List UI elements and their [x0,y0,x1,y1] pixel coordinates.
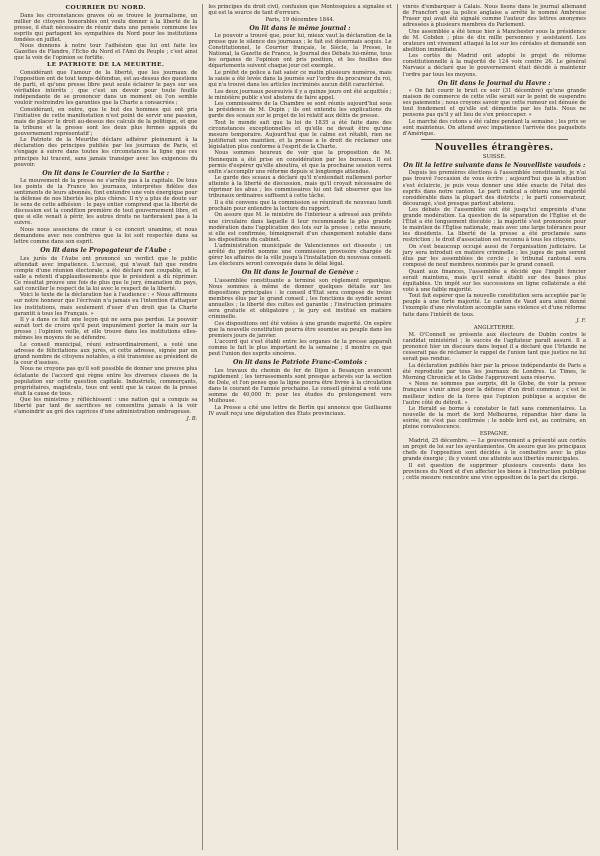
source-heading: On lit dans le Courrier de la Sarthe : [42,169,170,177]
paragraph: L'assemblée constituante a terminé son règlement organique. Nous sommes à même de donner quelques détails sur les dispositions principales : le conseil d'État sera composé de treize membres élus par le grand conseil ; les fonctions de syndic seront annuelles ; la liberté des cultes est garantie ; l'instruction primaire sera gratuite et obligatoire ; le jury est institué en matière criminelle. [208,277,392,321]
paragraph: Considérant, en outre, que le but des hommes qui ont pris l'initiative de cette manifestation n'est point de servir une passion, mais de placer le droit au-dessus des calculs de la politique, et que la tribune et la presse sont les deux plus fermes appuis du gouvernement représentatif ; [14,106,198,137]
paragraph: Le conseil municipal, réuni extraordinairement, a voté une adresse de félicitations aux jurés, et cette adresse, signée par un grand nombre de citoyens notables, a été transmise au président de la cour d'assises. [14,341,198,366]
signature: J. F. [576,318,586,325]
paragraph: Que les ministres y réfléchissent : une nation qui a conquis sa liberté par tant de sacrifices ne consentira jamais à la voir s'amoindrir au gré des caprices d'une administration ombrageuse. [14,397,198,416]
paragraph: Les cortès de Madrid ont adopté le projet de réforme constitutionnelle à la majorité de 124 voix contre 26. Le général Narvaez a déclaré que le gouvernement était décidé à maintenir l'ordre par tous les moyens. [402,53,586,78]
source-heading: On lit la lettre suivante dans le Nouvelliste vaudois : [403,161,586,169]
column-3 [398,4,591,850]
paragraph: Il y a dans ce fait une leçon qui ne sera pas perdue. Le pouvoir aurait tort de croire qu'il peut impunément porter la main sur la presse ; l'opinion veille, et elle trouve dans les institutions elles-mêmes les moyens de se défendre. [14,317,198,342]
paragraph: Nous donnons à notre tour l'adhésion que lui ont faite les Gazettes de Flandre, l'Echo du Nord et l'Ami du Peuple ; c'est ainsi que la voix de l'opinion se fortifie. [14,43,198,62]
paragraph: Nous sommes heureux de voir que la proposition de M. Hennequin a été prise en considération par les bureaux. Il est permis d'espérer qu'elle aboutira, et que la prochaine session verra enfin s'accomplir une réforme depuis si longtemps attendue. [208,150,392,175]
paragraph: « On fait courir le bruit ce soir (31 décembre) qu'une grande maison de commerce de cette ville serait sur le point de suspendre ses paiements ; nous croyons savoir que cette rumeur est dénuée de tout fondement et qu'elle est démentie par les faits. Nous ne pensons pas qu'il y ait lieu de s'en préoccuper. » [402,88,586,119]
source-heading: On lit dans le Journal du Havre : [438,79,551,87]
paragraph: Quant aux finances, l'assemblée a décidé que l'impôt foncier serait maintenu, mais qu'il serait établi sur des bases plus équitables. Un impôt sur les successions en ligne collatérale a été voté à une faible majorité. [402,268,586,293]
source-heading: On lit dans le Propagateur de l'Aube : [40,247,172,255]
paragraph: Les travaux du chemin de fer de Dijon à Besançon avancent rapidement ; les terrassements sont presque achevés sur la section de Dole, et l'on pense que la ligne pourra être livrée à la circulation dans le courant de l'année prochaine. Le conseil général a voté une somme de 40,000 fr. pour les études du prolongement vers Mulhouse. [208,367,392,405]
dateline: ANGLETERRE. [473,325,515,332]
paragraph: Les deux journaux poursuivis il y a quinze jours ont été acquittés ; le ministère public s'est abstenu de faire appel. [208,88,392,101]
paragraph: Considérant que l'amour de la liberté, que les journaux de l'opposition ont de tout temps défendue, est au-dessus des questions de parti, et qu'une presse libre peut seule éclairer le pays sur ses véritables intérêts ; que c'est un devoir pour toute feuille indépendante de se prononcer dans un moment où l'on semble vouloir restreindre les garanties que la Charte a consacrées ; [14,69,198,107]
paragraph: Le garde des sceaux a déclaré qu'il n'entendait nullement porter atteinte à la liberté de discussion, mais qu'il croyait nécessaire de réprimer les abus ; les commissaires lui ont fait observer que les tribunaux ordinaires suffisent à cette tâche. [208,175,392,200]
paragraph: Il a été convenu que la commission se réunirait de nouveau lundi prochain pour entendre la lecture du rapport. [208,199,392,212]
paragraph: M. O'Connell se présente aux électeurs de Dublin contre le candidat ministériel ; le succès de l'agitateur paraît assuré. Il a prononcé hier un discours dans lequel il a déclaré que l'Irlande ne cesserait pas de réclamer le rappel de l'union tant que justice ne lui serait pas rendue. [402,332,586,363]
paragraph: « Nous ne sommes pas surpris, dit le Globe, de voir la presse française s'unir ainsi pour la défense d'un droit commun ; c'est le meilleur indice de la force que l'opinion publique a acquise de l'autre côté du détroit. » [402,381,586,406]
paragraph: Nous nous associons de cœur à ce concert unanime, et nous demandons avec nos confrères que la loi soit respectée dans sa lettre comme dans son esprit. [14,227,198,246]
paragraph: Voici le texte de la déclaration lue à l'audience : « Nous affirmons sur notre honneur que l'écrivain n'a jamais eu l'intention d'attaquer les institutions, mais seulement d'user d'un droit que la Charte garantit à tous les Français. » [14,292,198,317]
paragraph: Nous ne croyons pas qu'il soit possible de donner une preuve plus éclatante de l'accord qui règne entre les diverses classes de la population sur cette question capitale. Industriels, commerçants, propriétaires, magistrats, tous ont senti que la cause de la presse était la cause de tous. [14,366,198,397]
paragraph: Les débats de l'assemblée ont été jusqu'ici empreints d'une grande modération. La question de la séparation de l'Église et de l'État a été longuement discutée ; la majorité s'est prononcée pour le maintien de l'Église nationale, mais avec une large tolérance pour les dissidents. La liberté de la presse a été proclamée sans restriction ; le droit d'association est reconnu à tous les citoyens. [402,207,586,244]
paragraph: Tout fait espérer que la nouvelle constitution sera acceptée par le peuple à une forte majorité. Le canton de Vaud aura ainsi donné l'exemple d'une révolution accomplie sans violence et d'une réforme faite dans l'intérêt de tous. [402,293,586,318]
paragraph: Une assemblée a été tenue hier à Manchester sous la présidence de M. Cobden ; plus de dix mille personnes y assistaient. Les orateurs ont vivement attaqué la loi sur les céréales et demandé son abolition immédiate. [402,28,586,53]
paragraph: La déclaration publiée hier par la presse indépendante de Paris a été reproduite par tous les journaux de Londres. Le Times, le Morning Chronicle et le Globe l'approuvent sans réserve. [402,362,586,381]
paragraph: Madrid, 25 décembre. — Le gouvernement a présenté aux cortès un projet de loi sur les ayuntamientos. On assure que les principaux chefs de l'opposition sont décidés à le combattre avec la plus grande énergie ; ils y voient une atteinte aux libertés municipales. [402,437,586,462]
dateline: Paris, 19 décembre 1844. [265,16,335,23]
paragraph: Le préfet de police a fait saisir ce matin plusieurs numéros, mais la saisie a été levée dans la journée sur l'ordre du procureur du roi, qui n'a trouvé dans les articles incriminés aucun délit caractérisé. [208,69,392,88]
dateline: SUISSE. [482,153,506,160]
paragraph: La Presse a cité une lettre de Berlin qui annonce que Guillaume IV avait reçu une députation des États provinciaux. [208,404,392,417]
paragraph: Les jurés de l'Aube ont prononcé un verdict que le public attendait avec impatience. L'accusé, qui n'avait fait que rendre compte d'une réunion électorale, a été déclaré non coupable, et la salle a retenti d'applaudissements que le président a dû réprimer. Ce résultat prouve une fois de plus que le jury, émanation du pays, sait concilier le respect de la loi avec le respect de la liberté. [14,255,198,292]
paragraph: Il est question de supprimer plusieurs couvents dans les provinces du Nord et d'en affecter les biens à l'instruction publique ; cette mesure rencontre une vive opposition de la part du clergé. [402,462,586,481]
source-heading: On lit dans le même journal : [249,24,351,32]
column-2 [203,4,397,850]
paragraph: les principes du droit civil, confusion que Montesquieu a signalée et qui est la source de tant d'erreurs. [208,4,392,17]
paragraph: Le Patriote de la Meurthe déclare adhérer pleinement à la déclaration des principes publiée par les journaux de Paris, et s'engage à suivre dans toutes les circonstances la ligne que ces principes lui tracent, sans jamais transiger avec les exigences du pouvoir. [14,137,198,168]
paragraph: Le marché des cotons a été calme pendant la semaine ; les prix se sont maintenus. On attend avec impatience l'arrivée des paquebots d'Amérique. [402,118,586,137]
paragraph: Tout le monde sait que la loi de 1835 a été faite dans des circonstances exceptionnelles et qu'elle ne devait être qu'une mesure temporaire. Aujourd'hui que le calme est rétabli, rien ne justifierait son maintien, et la presse a le droit de réclamer une législation plus conforme à l'esprit de la Charte. [208,119,392,150]
paragraph: Le pouvoir a trouvé que, pour lui, mieux vaut la déclaration de la presse que le silence des journaux ; le fait est désormais acquis. Le Constitutionnel, le Courrier français, le Siècle, la Presse, le National, la Gazette de France, le Journal des Débats lui-même, tous les organes de l'opinion ont pris position, et les feuilles des départements suivent chaque jour cet exemple. [208,33,392,70]
section-heading: LE PATRIOTE DE LA MEURTHE. [47,60,165,68]
paragraph: Dans les circonstances graves où se trouve le journalisme, un millier de citoyens honorables ont voulu donner à la liberté de la presse, il était nécessaire de réunir dans une pensée commune les esprits qui partagent les sympathies du Nord pour les institutions fondées en juillet. [14,12,198,43]
paragraph: Depuis les premières élections à l'assemblée constituante, je n'ai pas trouvé l'occasion de vous écrire ; aujourd'hui que la situation s'est éclaircie, je puis vous donner une idée exacte de l'état des esprits dans notre canton. Le parti radical a obtenu une majorité considérable dans la plupart des districts ; le parti conservateur, découragé, s'est presque partout abstenu. [402,170,586,207]
paragraph: Les commissaires de la Chambre se sont réunis aujourd'hui sous la présidence de M. Dupin ; ils ont entendu les explications du garde des sceaux sur le projet de loi relatif aux délits de presse. [208,101,392,120]
paragraph: L'administration municipale de Valenciennes est dissoute ; un arrêté du préfet nomme une commission provisoire chargée de gérer les affaires de la ville jusqu'à l'installation du nouveau conseil. Les électeurs seront convoqués dans le délai légal. [208,243,392,268]
source-heading: On lit dans le Patriote Franc-Comtois : [233,359,367,367]
dateline: ESPAGNE. [479,430,509,437]
divider [421,139,568,140]
source-heading: On lit dans le Journal de Genève : [241,269,359,277]
section-title: Nouvelles étrangères. [435,142,554,153]
section-heading: COURRIER DU NORD. [65,4,146,11]
paragraph: Le Herald se borne à constater le fait sans commentaires. La nouvelle de la mort de lord Melbourne, répandue hier dans la soirée, ne s'est pas confirmée ; le noble lord est, au contraire, en pleine convalescence. [402,406,586,431]
paragraph: On s'est beaucoup occupé aussi de l'organisation judiciaire. Le jury sera introduit en matière criminelle ; les juges de paix seront élus par les assemblées de cercle ; le tribunal cantonal sera composé de neuf membres nommés par le grand conseil. [402,244,586,269]
paragraph: Ces dispositions ont été votées à une grande majorité. On espère que la nouvelle constitution pourra être soumise au peuple dans les premiers jours de janvier. [208,320,392,339]
signature: J. B. [186,415,198,422]
paragraph: On assure que M. le ministre de l'intérieur a adressé aux préfets une circulaire dans laquelle il leur recommande la plus grande modération dans l'application des lois sur la presse ; cette mesure, si elle est confirmée, témoignerait d'un changement notable dans les dispositions du cabinet. [208,212,392,243]
paragraph: vinrés d'embarquer à Calais. Nous lisons dans le journal allemand de Francfort que la police anglaise a arrêté le nommé Ambroise Fraser qui avait été signalé comme l'auteur des lettres anonymes adressées à plusieurs membres du Parlement. [402,4,586,29]
paragraph: L'accord qui s'est établi entre les organes de la presse apparaît comme le fait le plus important de la semaine ; il montre ce que peut l'union des esprits sincères. [208,339,392,358]
column-1 [9,4,203,850]
paragraph: Le mouvement de la presse ne s'arrête pas à la capitale. De tous les points de la France les journaux, interprètes fidèles des sentiments de leurs abonnés, font entendre une voix énergique pour la défense de nos libertés les plus chères. Il n'y a plus de doute sur le sens de cette adhésion : le pays entier comprend que la liberté de discussion est la condition première de tout gouvernement libre, et que si elle venait à périr, les autres droits ne tarderaient pas à la suivre. [14,178,198,227]
